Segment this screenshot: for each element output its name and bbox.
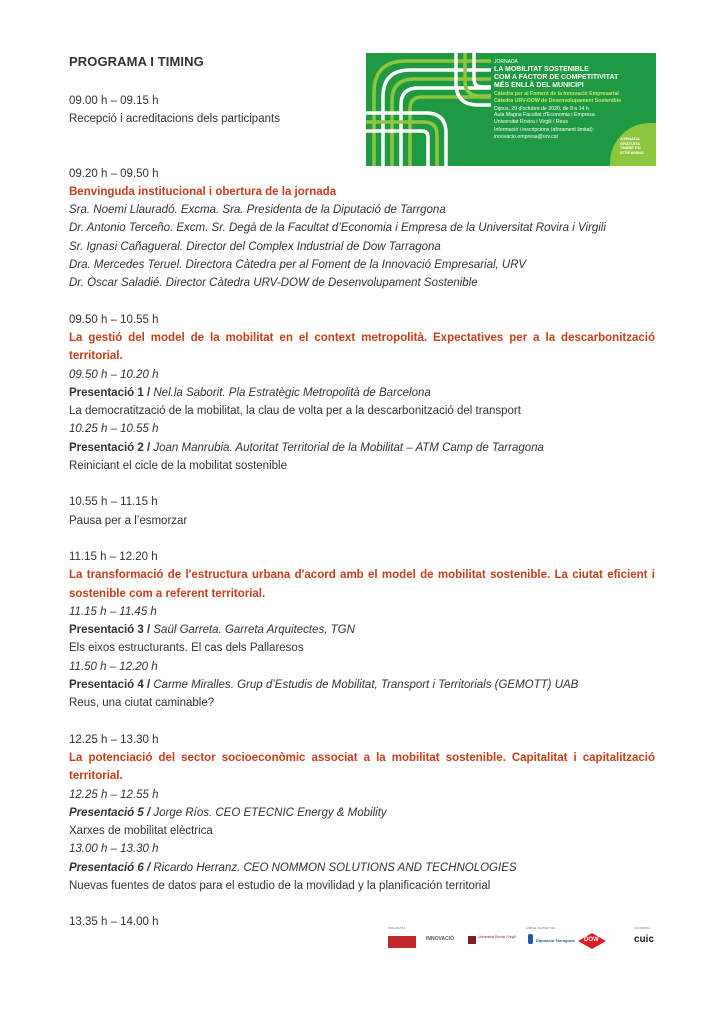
time-slot: 12.25 h – 13.30 h [69,733,159,746]
banner-title-line: MÉS ENLLÀ DEL MUNICIPI [494,81,584,89]
logos-caption-coordina: COORDINA [634,926,651,930]
speaker-line: Sr. Ignasi Cañagueral. Director del Complex Industrial de Dow Tarragona [69,240,441,253]
badge-line: TAMBÉ EN [620,145,641,151]
speaker-line: Dr. Antonio Terceño. Excm. Sr. Degà de la Facultat d’Economia i Empresa de la Universitat Rovira i Virgili [69,222,606,235]
sponsor-logos [388,926,668,956]
presentation-line [69,439,655,457]
badge-line: GRATUÏTA [620,140,641,146]
banner-detail: Dijous, 29 d'octubre de 2020, de 9 a 14 h [494,106,589,112]
presenter: Saül Garreta. Garreta Arquitectes, TGN [153,624,355,637]
time-slot: 10.55 h – 11.15 h [69,496,158,509]
page-title: PROGRAMA I TIMING [69,54,204,69]
session-line: Recepció i acreditacions dels participants [69,113,280,126]
banner-info: innovacio.empresa@urv.cat [494,133,558,140]
presentation-label: Presentació 3 / [69,624,154,637]
time-slot: 11.15 h – 12.20 h [69,550,158,563]
diputacio-logo-mark [528,934,533,944]
sub-time-slot: 12.25 h – 12.55 h [69,788,159,801]
logos-caption-organitza: ORGANITZA [388,926,406,930]
session-heading: La gestió del model de la mobilitat en el context metropolità. Expectatives per a la descarbonització territorial. [69,331,655,363]
presentation-line [69,621,655,639]
banner-detail: Universitat Rovira i Virgili / Reus [494,118,568,125]
cuic-logo: cuic [634,934,655,945]
presentation-label: Presentació 6 / [69,861,154,874]
presentation-label: Presentació 4 / [69,679,154,692]
presentation-line [69,859,655,877]
presenter: Ricardo Herranz. CEO NOMMON SOLUTIONS AND TECHNOLOGIES [153,861,517,874]
session-heading: La transformació de l'estructura urbana d'acord amb el model de mobilitat sostenible. La ciutat eficient i sostenible com a referent territorial. [69,569,655,600]
sub-time-slot: 13.00 h – 13.30 h [69,843,159,856]
presentation-label: Presentació 2 / [69,441,154,454]
presentation-title: Nuevas fuentes de datos para el estudio de la movilidad y la planificación territorial [69,879,491,892]
sub-time-slot: 09.50 h – 10.20 h [69,368,159,381]
speaker-line: Dra. Mercedes Teruel. Directora Càtedra per al Foment de la Innovació Empresarial, URV [69,259,527,272]
presentation-title: Xarxes de mobilitat elèctrica [69,825,213,838]
dow-logo-text: DOW [584,937,599,943]
session-heading: La potenciació del sector socioeconòmic associat a la mobilitat sostenible. Capitalitat i capitalització territorial. [69,751,655,783]
presenter: Nel.la Saborit. Pla Estratègic Metropolità de Barcelona [153,386,431,399]
banner-title-line: LA MOBILITAT SOSTENIBLE [494,66,589,74]
innovacio-logo: INNOVACIÓ [426,936,454,942]
catedra-logo [388,936,416,948]
banner-jornada: JORNADA [494,59,518,65]
presentation-title: Reus, una ciutat caminable? [69,697,215,710]
time-slot: 09.50 h – 10.55 h [69,313,159,326]
presentation-label: Presentació 5 / [69,806,154,819]
time-slot: 09.20 h – 09.50 h [69,167,159,180]
session-heading: Benvinguda institucional i obertura de la jornada [69,185,337,198]
presentation-line [69,676,655,694]
urv-logo-mark [468,936,476,944]
presentation-title: Reiniciant el cicle de la mobilitat sostenible [69,460,287,473]
presentation-line [69,804,655,822]
banner-title-line: COM A FACTOR DE COMPETITIVITAT [494,74,619,81]
sub-time-slot: 10.25 h – 10.55 h [69,423,159,436]
presentation-line [69,384,655,402]
urv-logo-text: Universitat Rovira i Virgili [478,935,516,939]
presenter: Jorge Ríos. CEO ETECNIC Energy & Mobility [153,806,387,819]
banner-chair: Càtedra URV-DOW de Desenvolupament Sostenible [494,97,622,104]
diputacio-logo-text: Diputació Tarragona [536,938,575,943]
badge-line: STREAMING [620,149,644,155]
program-content [69,92,655,932]
speaker-line: Dr. Òscar Saladié. Director Càtedra URV-DOW de Desenvolupament Sostenible [69,277,478,290]
logos-caption-suport: AMB EL SUPORT DE [526,926,556,930]
session-line: Pausa per a l’esmorzar [69,514,188,527]
banner-chair: Càtedra per al Foment de la Innovació Empresarial [494,91,619,98]
presentation-title: Els eixos estructurants. El cas dels Pallaresos [69,642,304,655]
banner-info: Informació i inscripcions (aforament limitat): [494,127,595,134]
time-slot: 09.00 h – 09.15 h [69,95,159,107]
presentation-label: Presentació 1 / [69,386,154,399]
sub-time-slot: 11.50 h – 12.20 h [69,660,158,673]
presentation-title: La democratització de la mobilitat, la clau de volta per a la descarbonització del transport [69,405,521,418]
banner-detail: Aula Magna Facultat d'Economia i Empresa [494,112,595,119]
presenter: Carme Miralles. Grup d’Estudis de Mobilitat, Transport i Territorials (GEMOTT) UAB [153,679,579,692]
sub-time-slot: 11.15 h – 11.45 h [69,605,157,618]
badge-line: JORNADA [620,136,640,141]
presenter: Joan Manrubia. Autoritat Territorial de la Mobilitat – ATM Camp de Tarragona [153,441,544,454]
speaker-line: Sra. Noemi Llauradó. Excma. Sra. Presidenta de la Diputació de Tarrgona [69,204,446,217]
time-slot: 13.35 h – 14.00 h [69,916,159,929]
